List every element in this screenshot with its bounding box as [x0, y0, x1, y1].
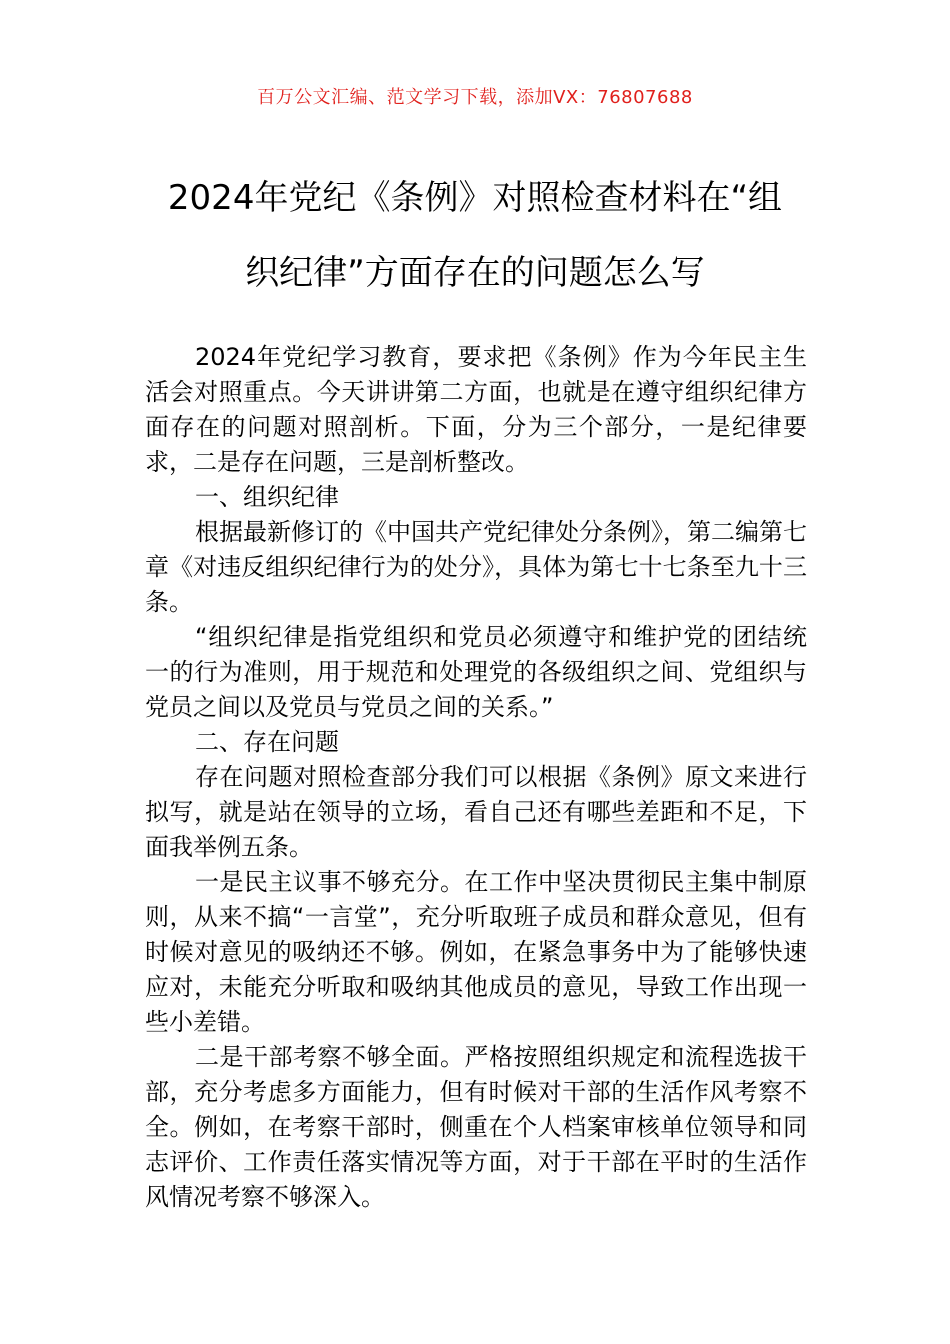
title-line-1: 2024年党纪《条例》对照检查材料在“组 — [167, 178, 783, 218]
paragraph-quote: “组织纪律是指党组织和党员必须遵守和维护党的团结统一的行为准则，用于规范和处理党的各级组织之间、党组织与党员之间以及党员与党员之间的关系。” — [145, 623, 807, 721]
title-line-2: 织纪律”方面存在的问题怎么写 — [245, 253, 705, 293]
paragraph-problems-intro: 存在问题对照检查部分我们可以根据《条例》原文来进行拟写，就是站在领导的立场，看自己还有哪些差距和不足，下面我举例五条。 — [145, 763, 807, 861]
section-heading-2: 二、存在问题 — [195, 728, 339, 756]
paragraph-problem-2: 二是干部考察不够全面。严格按照组织规定和流程选拔干部，充分考虑多方面能力，但有时候对干部的生活作风考察不全。例如，在考察干部时，侧重在个人档案审核单位领导和同志评价、工作责任落实情况等方面，对于干部在平时的生活作风情况考察不够深入。 — [145, 1043, 807, 1211]
document-title — [145, 175, 805, 297]
document-body — [145, 340, 807, 1215]
section-heading-1: 一、组织纪律 — [195, 483, 339, 511]
paragraph-regulation: 根据最新修订的《中国共产党纪律处分条例》，第二编第七章《对违反组织纪律行为的处分》，具体为第七十七条至九十三条。 — [145, 518, 807, 616]
paragraph-intro: 2024年党纪学习教育，要求把《条例》作为今年民主生活会对照重点。今天讲讲第二方面，也就是在遵守组织纪律方面存在的问题对照剖析。下面，分为三个部分，一是纪律要求，二是存在问题，三是剖析整改。 — [145, 343, 807, 476]
header-note: 百万公文汇编、范文学习下载，添加VX：76807688 — [257, 87, 693, 108]
paragraph-problem-1: 一是民主议事不够充分。在工作中坚决贯彻民主集中制原则，从来不搞“一言堂”，充分听取班子成员和群众意见，但有时候对意见的吸纳还不够。例如，在紧急事务中为了能够快速应对，未能充分听取和吸纳其他成员的意见，导致工作出现一些小差错。 — [145, 868, 807, 1036]
